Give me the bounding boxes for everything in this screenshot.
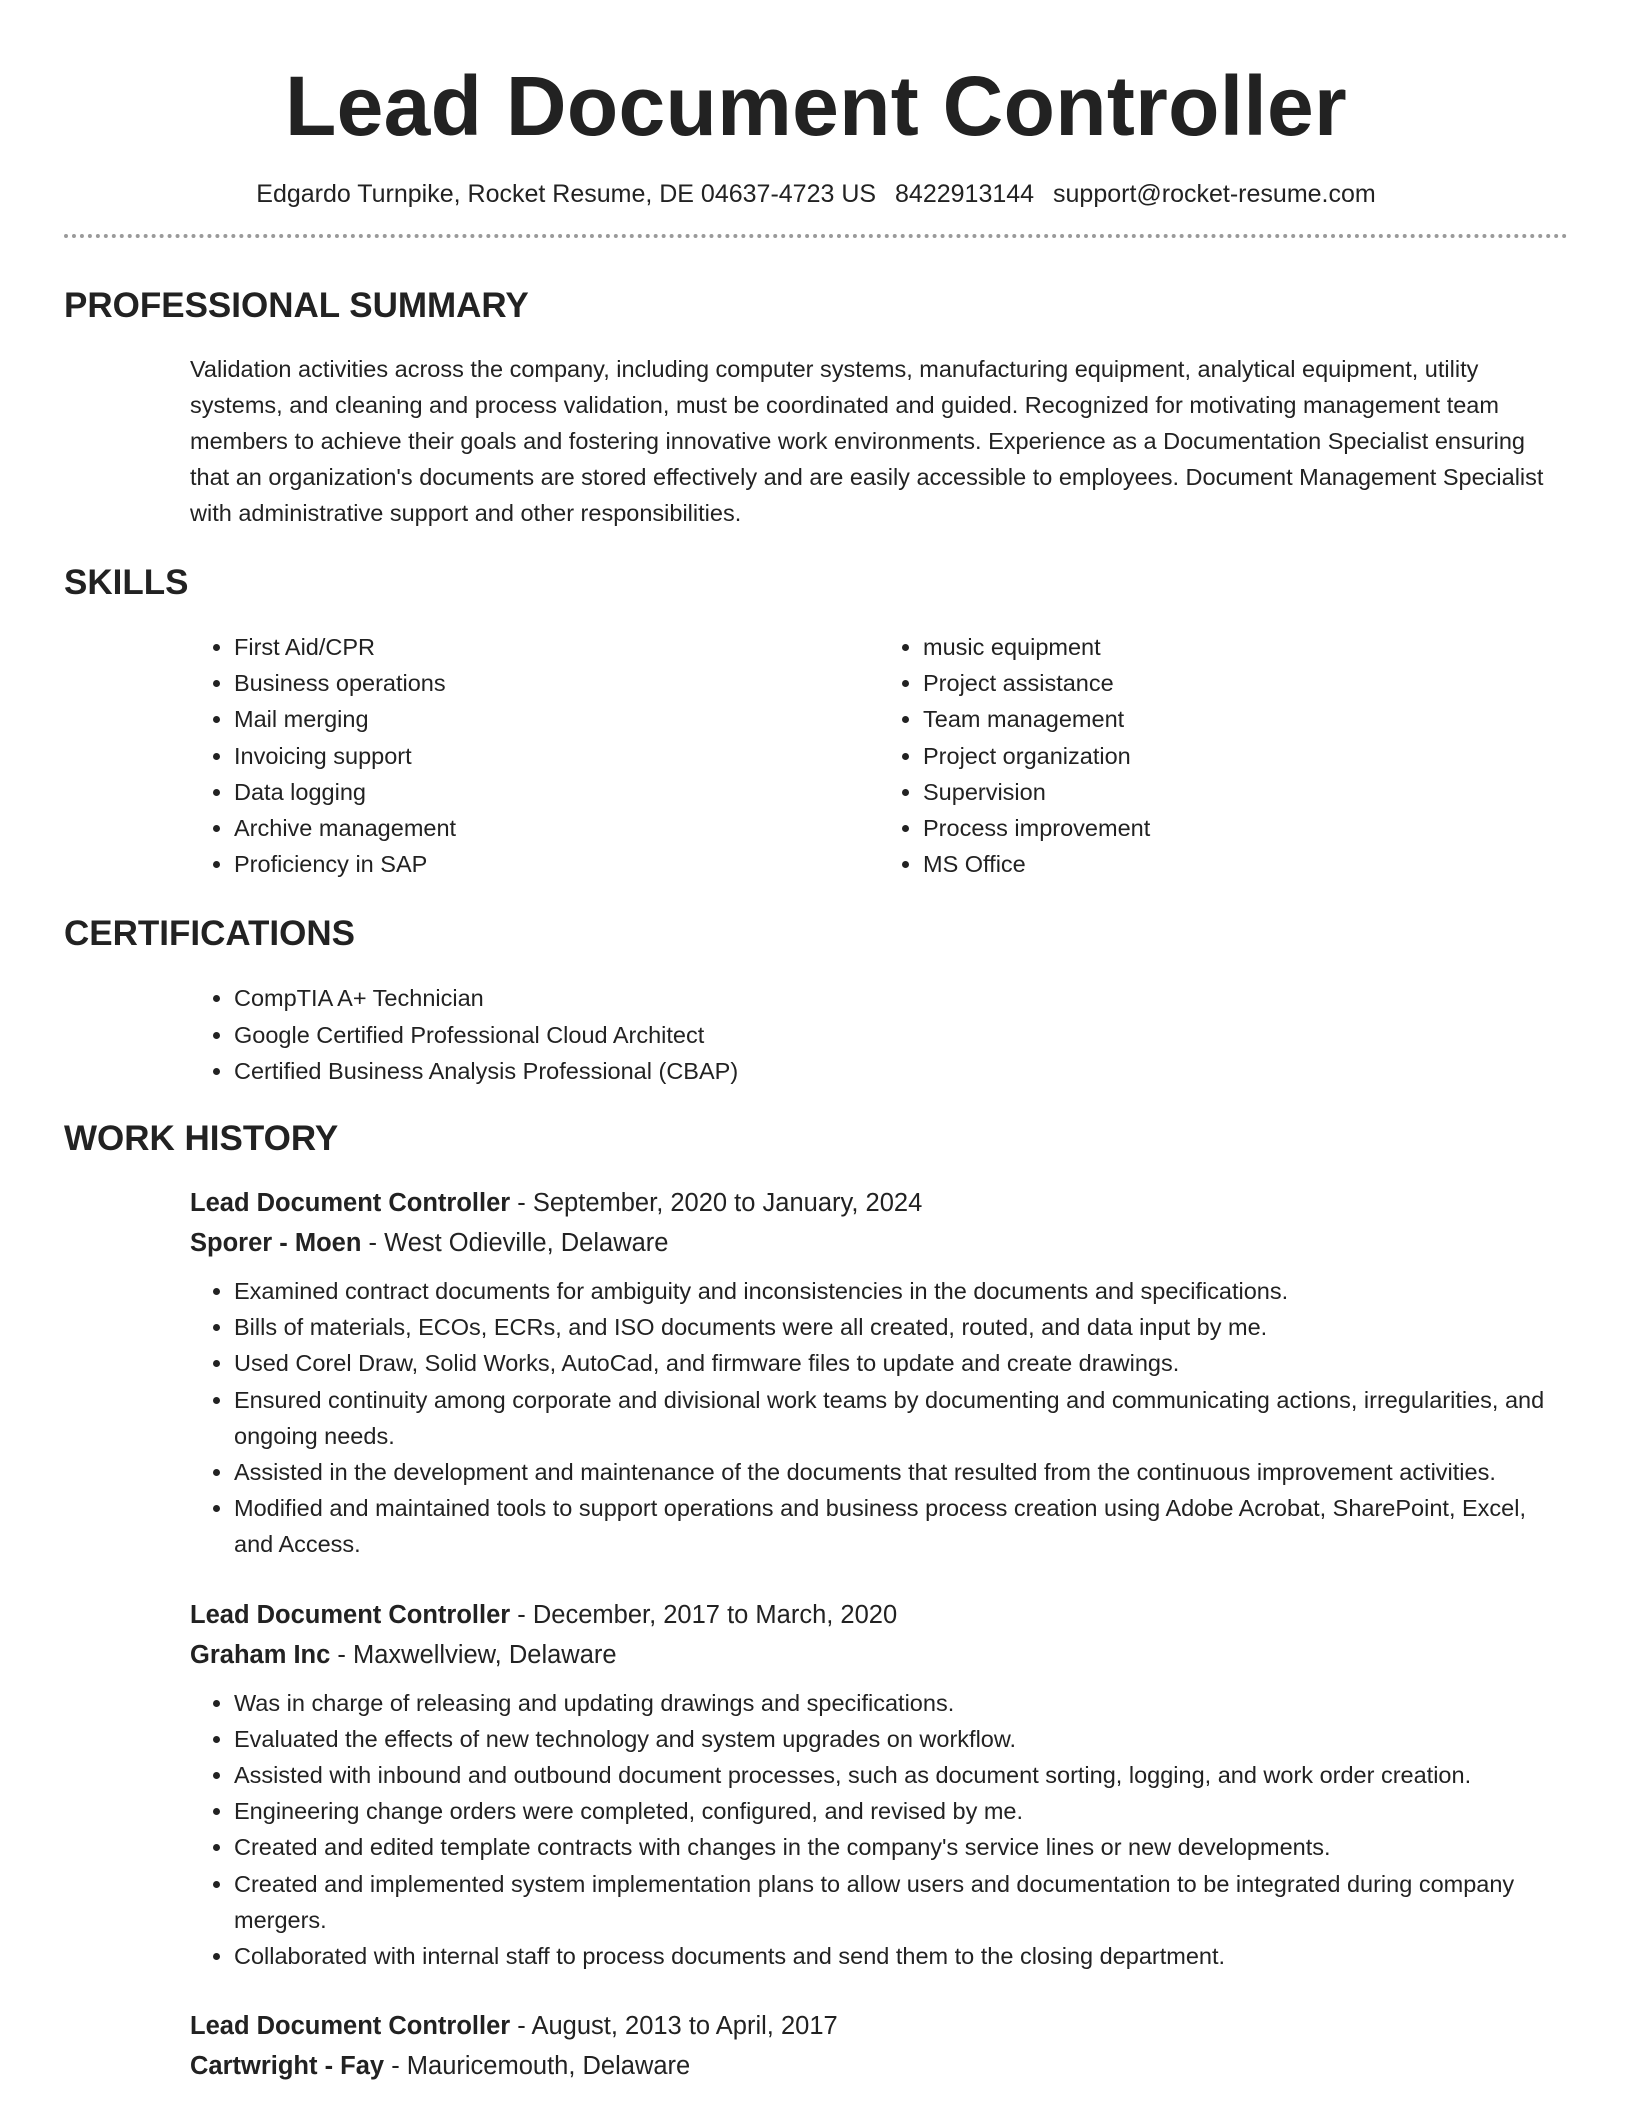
skill-item: • Business operations (234, 665, 879, 701)
job-bullets (190, 1685, 1568, 1975)
job-entry (190, 1183, 1568, 1563)
job-bullet: • Created and edited template contracts with changes in the company's service lines or new developments. (234, 1829, 1568, 1865)
job-role: Lead Document Controller (190, 1600, 511, 1629)
skill-item: • Mail merging (234, 701, 879, 737)
certifications-heading: CERTIFICATIONS (64, 914, 356, 954)
job-bullet: • Assisted in the development and maintenance of the documents that resulted from the continuous improvement activities. (234, 1454, 1568, 1490)
job-company-line (190, 2046, 1568, 2086)
skill-item: • Proficiency in SAP (234, 846, 879, 882)
skill-item: • First Aid/CPR (234, 629, 879, 665)
job-bullet: • Engineering change orders were completed, configured, and revised by me. (234, 1793, 1568, 1829)
contact-address: Edgardo Turnpike, Rocket Resume, DE 04637-4723 US (256, 180, 877, 208)
skills-heading: SKILLS (64, 563, 189, 602)
job-location: - Mauricemouth, Delaware (384, 2052, 691, 2081)
certification-item: • CompTIA A+ Technician (234, 980, 1568, 1016)
job-role-line (190, 1183, 1568, 1223)
certification-item: • Certified Business Analysis Professional (CBAP) (234, 1053, 1568, 1089)
job-company-line (190, 1223, 1568, 1263)
job-bullet: • Ensured continuity among corporate and divisional work teams by documenting and communicating actions, irregularities, and ongoing needs. (234, 1382, 1568, 1454)
skill-item: • Archive management (234, 810, 879, 846)
job-location: - West Odieville, Delaware (361, 1229, 669, 1258)
job-bullet: • Evaluated the effects of new technology and system upgrades on workflow. (234, 1721, 1568, 1757)
job-bullet: • Was in charge of releasing and updating drawings and specifications. (234, 1685, 1568, 1721)
job-role: Lead Document Controller (190, 2012, 511, 2041)
job-company: Graham Inc (190, 1640, 331, 1669)
certifications-section (64, 980, 1568, 1089)
job-dates: - December, 2017 to March, 2020 (510, 1600, 898, 1629)
skills-list-right (879, 629, 1568, 882)
contact-email: support@rocket-resume.com (1053, 180, 1376, 208)
job-company: Cartwright - Fay (190, 2052, 385, 2081)
job-bullet: • Created and implemented system implementation plans to allow users and documentation to be integrated during company mergers. (234, 1866, 1568, 1938)
work-history-heading: WORK HISTORY (64, 1119, 339, 1159)
contact-phone: 8422913144 (895, 180, 1035, 208)
summary-heading: PROFESSIONAL SUMMARY (64, 286, 529, 325)
job-dates: - September, 2020 to January, 2024 (510, 1189, 923, 1218)
skill-item: • Process improvement (923, 810, 1568, 846)
skill-item: • Invoicing support (234, 738, 879, 774)
header-divider (64, 234, 1568, 238)
skill-item: • music equipment (923, 629, 1568, 665)
certifications-list (190, 980, 1568, 1089)
summary-text: Validation activities across the company, including computer systems, manufacturing equipment, analytical equipment, utility systems, and cleaning and process validation, must be coordinated and guided. Recognized for motivating management team members to achieve their goals and fostering innovative work environments. Experience as a Documentation Specialist ensuring that an organization's documents are stored effectively and are easily accessible to employees. Document Management Specialist with administrative support and other responsibilities. (190, 356, 1544, 526)
skills-list-left (190, 629, 879, 882)
job-bullet: • Examined contract documents for ambiguity and inconsistencies in the documents and specifications. (234, 1273, 1568, 1309)
resume-name-title: Lead Document Controller (285, 59, 1347, 153)
job-bullet: • Bills of materials, ECOs, ECRs, and ISO documents were all created, routed, and data input by me. (234, 1309, 1568, 1345)
job-role-line (190, 1595, 1568, 1635)
job-company: Sporer - Moen (190, 1229, 362, 1258)
job-company-line (190, 1635, 1568, 1675)
skill-item: • Data logging (234, 774, 879, 810)
skill-item: • Project assistance (923, 665, 1568, 701)
skill-item: • Team management (923, 701, 1568, 737)
skill-item: • MS Office (923, 846, 1568, 882)
contact-line (64, 178, 1568, 210)
work-history-section (64, 1183, 1568, 2086)
job-bullet: • Collaborated with internal staff to process documents and send them to the closing department. (234, 1938, 1568, 1974)
summary-section (64, 351, 1568, 531)
job-location: - Maxwellview, Delaware (330, 1640, 617, 1669)
job-bullet: • Used Corel Draw, Solid Works, AutoCad, and firmware files to update and create drawings. (234, 1345, 1568, 1381)
certification-item: • Google Certified Professional Cloud Architect (234, 1017, 1568, 1053)
job-role: Lead Document Controller (190, 1189, 511, 1218)
job-bullets (190, 1273, 1568, 1563)
skill-item: • Supervision (923, 774, 1568, 810)
job-role-line (190, 2006, 1568, 2046)
job-bullet: • Modified and maintained tools to support operations and business process creation using Adobe Acrobat, SharePoint, Excel, and Access. (234, 1490, 1568, 1562)
job-dates: - August, 2013 to April, 2017 (510, 2012, 838, 2041)
skill-item: • Project organization (923, 738, 1568, 774)
skills-section (64, 629, 1568, 882)
job-bullet: • Assisted with inbound and outbound document processes, such as document sorting, logging, and work order creation. (234, 1757, 1568, 1793)
job-entry (190, 1595, 1568, 1975)
job-entry (190, 2006, 1568, 2086)
